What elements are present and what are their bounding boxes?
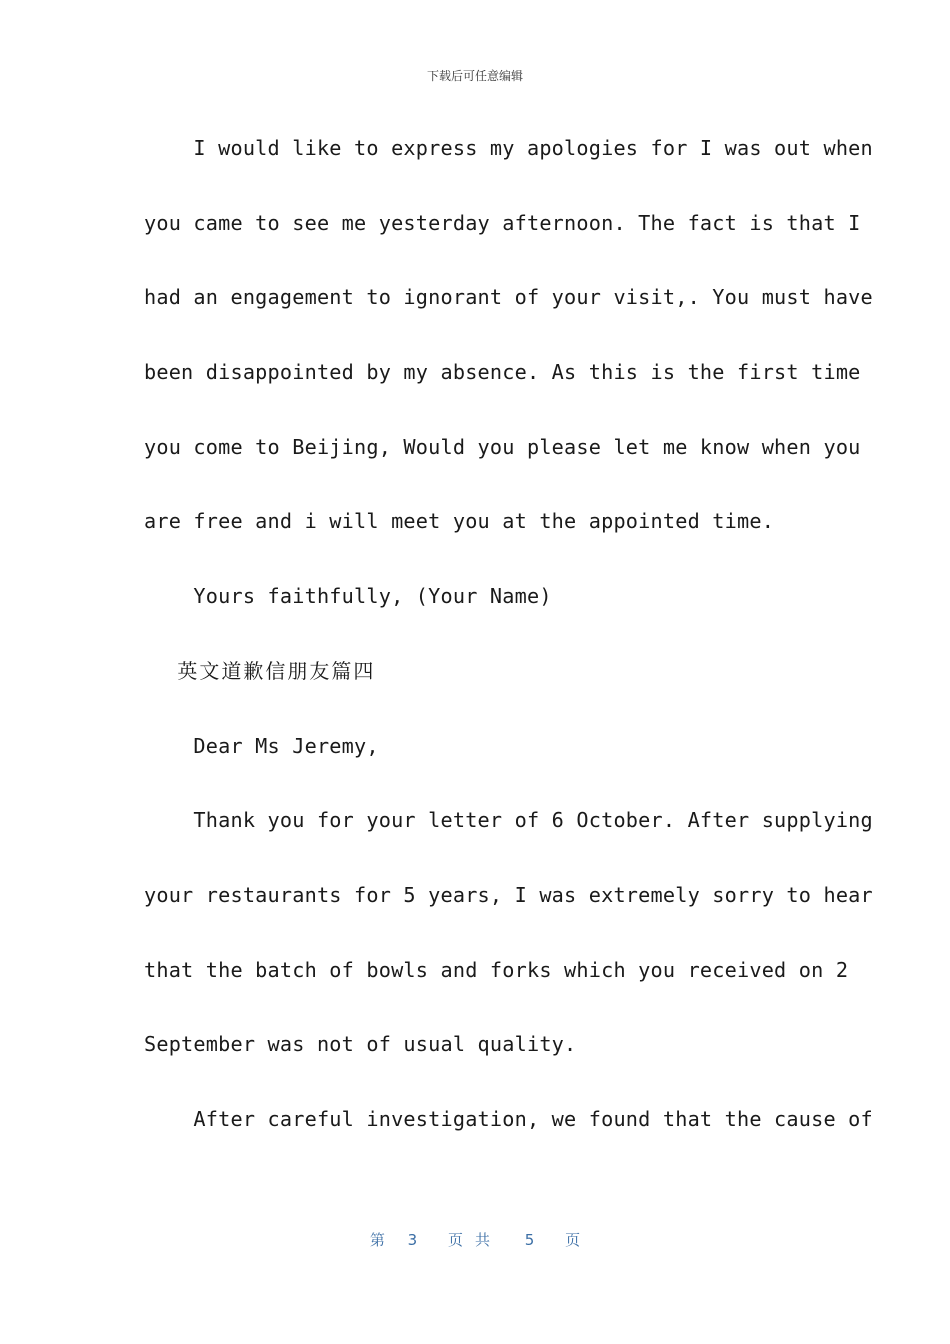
text-line-14: After careful investigation, we found that the cause of [144,1106,873,1131]
page-header [0,67,950,84]
header-text: 下载后可任意编辑 [426,69,523,83]
text-line-1: I would like to express my apologies for I was out when [144,136,873,160]
text-line-10: Thank you for your letter of 6 October. After supplying [144,808,873,833]
page-suffix: 页 [565,1231,581,1249]
document-body [144,130,873,1176]
page-prefix: 第 [369,1231,385,1249]
text-line-11: your restaurants for 5 years, I was extremely sorry to hear [144,882,873,907]
page-current: 3 [407,1231,418,1249]
text-line-13: September was not of usual quality. [144,1032,577,1057]
text-line-5: you come to Beijing, Would you please let me know when you [144,434,861,459]
text-line-3: had an engagement to ignorant of your visit,. You must have [144,285,873,310]
text-line-6: are free and i will meet you at the appointed time. [144,509,775,534]
page-total: 5 [524,1231,535,1249]
text-line-12: that the batch of bowls and forks which you received on 2 [144,957,849,982]
page-footer [0,1229,950,1250]
page-mid: 页共 [447,1231,502,1249]
signature-line: Yours faithfully, (Your Name) [144,584,552,609]
section-heading: 英文道歉信朋友篇四 [144,658,376,683]
text-line-4: been disappointed by my absence. As this is the first time [144,360,861,385]
text-line-2: you came to see me yesterday afternoon. The fact is that I [144,210,861,235]
salutation-line: Dear Ms Jeremy, [144,733,379,758]
